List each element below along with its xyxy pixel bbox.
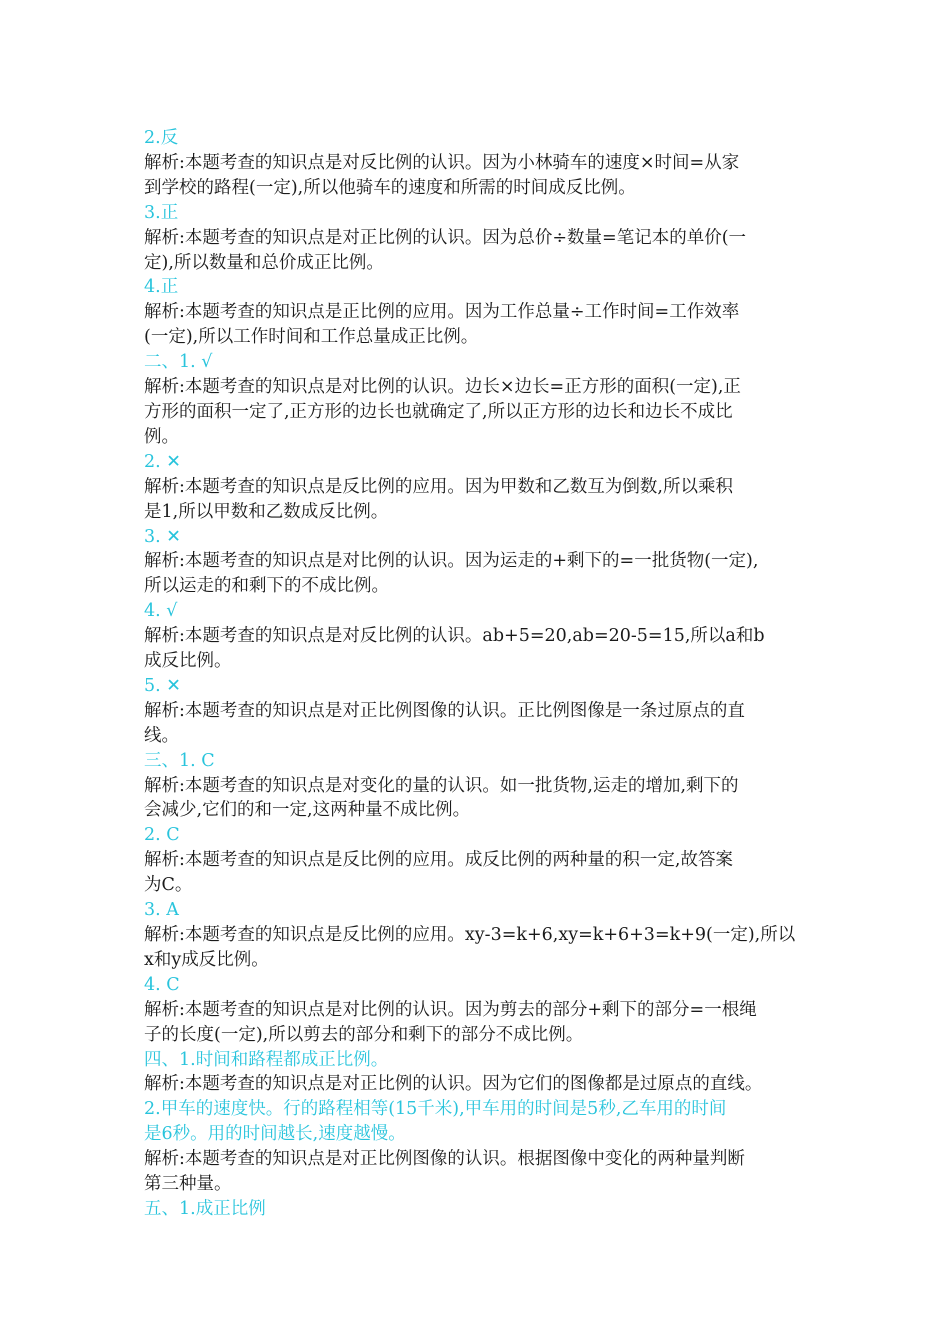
explanation-line: (一定),所以工作时间和工作总量成正比例。 (144, 327, 479, 348)
answer-line: 2.甲车的速度快。行的路程相等(15千米),甲车用的时间是5秒,乙车用的时间 (144, 1099, 727, 1120)
explanation-line: 会减少,它们的和一定,这两种量不成比例。 (144, 800, 471, 821)
answer-line: 4. C (144, 974, 180, 995)
explanation-line: 解析:本题考查的知识点是反比例的应用。成反比例的两种量的积一定,故答案 (144, 850, 733, 871)
explanation-line: 解析:本题考查的知识点是对比例的认识。边长×边长=正方形的面积(一定),正 (144, 377, 741, 398)
answer-line: 2.反 (144, 128, 179, 148)
answer-line: 3. ✕ (144, 526, 181, 547)
answer-line: 3. A (144, 900, 179, 921)
explanation-line: 例。 (144, 426, 179, 447)
explanation-line: 解析:本题考查的知识点是对比例的认识。因为运走的+剩下的=一批货物(一定), (144, 551, 759, 572)
answer-line: 2. C (144, 825, 180, 846)
answer-explanations (144, 126, 824, 1222)
explanation-line: 成反比例。 (144, 651, 232, 672)
explanation-line: 为C。 (144, 875, 193, 896)
explanation-line: 所以运走的和剩下的不成比例。 (144, 576, 389, 597)
answer-line: 二、1. √ (144, 352, 213, 373)
explanation-line: 解析:本题考查的知识点是对正比例图像的认识。正比例图像是一条过原点的直 (144, 700, 745, 721)
explanation-line: 定),所以数量和总价成正比例。 (144, 252, 384, 273)
answer-line: 四、1.时间和路程都成正比例。 (144, 1049, 389, 1070)
answer-line: 5. ✕ (144, 675, 181, 696)
explanation-line: 方形的面积一定了,正方形的边长也就确定了,所以正方形的边长和边长不成比 (144, 401, 733, 422)
explanation-line: 解析:本题考查的知识点是对正比例的认识。因为它们的图像都是过原点的直线。 (144, 1074, 763, 1095)
answer-line: 3.正 (144, 202, 179, 223)
answer-line: 五、1.成正比例 (144, 1198, 266, 1219)
explanation-line: 第三种量。 (144, 1174, 232, 1195)
answer-line: 三、1. C (144, 750, 215, 771)
explanation-line: 解析:本题考查的知识点是对比例的认识。因为剪去的部分+剩下的部分=一根绳 (144, 999, 757, 1020)
answer-line: 4. √ (144, 601, 178, 622)
explanation-line: 解析:本题考查的知识点是反比例的应用。因为甲数和乙数互为倒数,所以乘积 (144, 476, 733, 497)
explanation-line: 解析:本题考查的知识点是对反比例的认识。ab+5=20,ab=20-5=15,所以a和b (144, 626, 765, 647)
explanation-line: 线。 (144, 725, 179, 746)
explanation-line: 解析:本题考查的知识点是正比例的应用。因为工作总量÷工作时间=工作效率 (144, 302, 740, 323)
explanation-line: 解析:本题考查的知识点是对正比例图像的认识。根据图像中变化的两种量判断 (144, 1149, 745, 1170)
explanation-line: 解析:本题考查的知识点是对变化的量的认识。如一批货物,运走的增加,剩下的 (144, 775, 739, 796)
explanation-line: x和y成反比例。 (144, 949, 269, 970)
answer-line: 4.正 (144, 277, 179, 298)
answer-line: 2. ✕ (144, 451, 181, 472)
explanation-line: 解析:本题考查的知识点是对反比例的认识。因为小林骑车的速度×时间=从家 (144, 152, 740, 173)
answer-line: 是6秒。用的时间越长,速度越慢。 (144, 1124, 406, 1145)
explanation-line: 子的长度(一定),所以剪去的部分和剩下的部分不成比例。 (144, 1024, 584, 1045)
explanation-line: 是1,所以甲数和乙数成反比例。 (144, 501, 389, 522)
explanation-line: 到学校的路程(一定),所以他骑车的速度和所需的时间成反比例。 (144, 177, 636, 198)
explanation-line: 解析:本题考查的知识点是对正比例的认识。因为总价÷数量=笔记本的单价(一 (144, 227, 747, 248)
explanation-line: 解析:本题考查的知识点是反比例的应用。xy-3=k+6,xy=k+6+3=k+9(一定),所以 (144, 925, 796, 945)
